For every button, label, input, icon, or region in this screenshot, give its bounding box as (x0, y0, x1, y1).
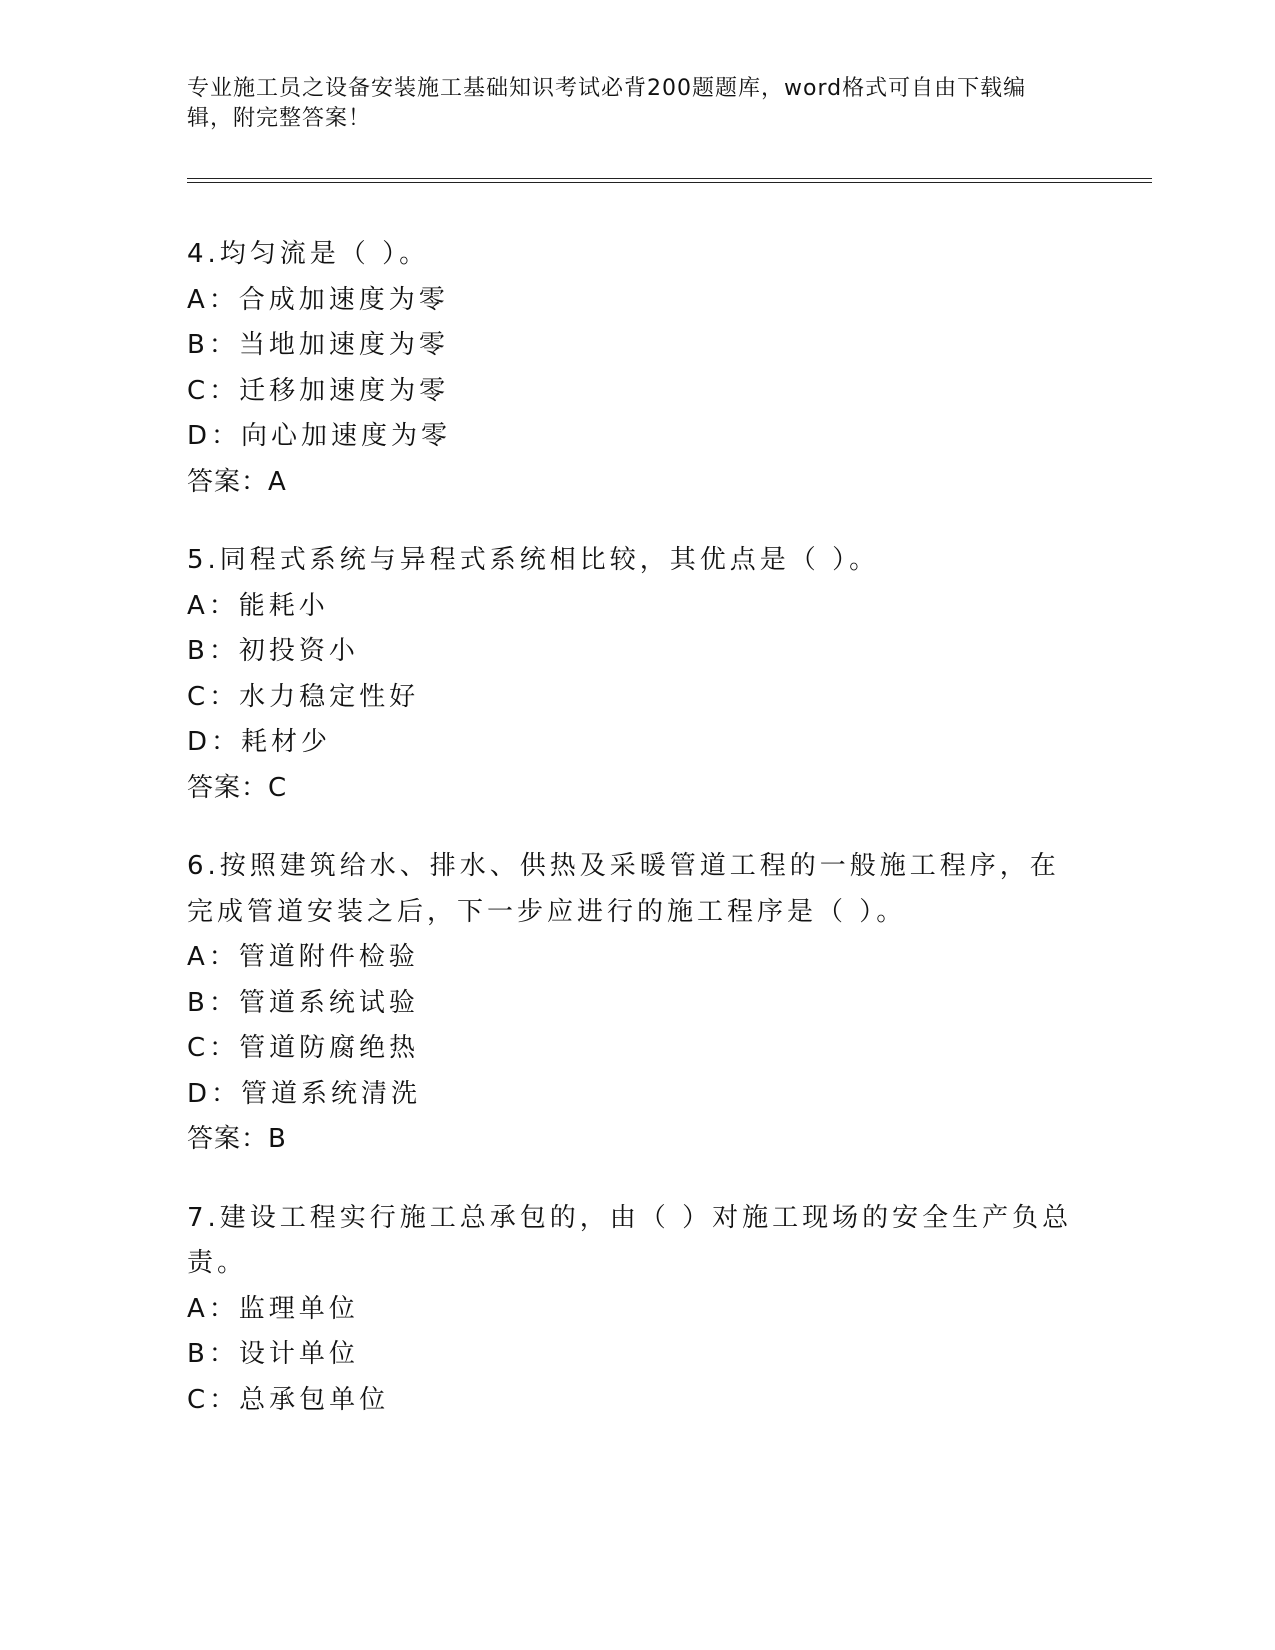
question-stem: 6.按照建筑给水、排水、供热及采暖管道工程的一般施工程序，在完成管道安装之后，下一步应进行的施工程序是（ ）。 (187, 851, 1060, 927)
option-b: B：管道系统试验 (187, 987, 419, 1018)
option-b: B：设计单位 (187, 1339, 359, 1369)
answer-label: 答案：C (187, 772, 288, 803)
document-header: 专业施工员之设备安装施工基础知识考试必背200题题库，word格式可自由下载编辑，附完整答案！ (187, 76, 1027, 131)
question-5 (187, 538, 1087, 811)
option-b: B：当地加速度为零 (187, 330, 449, 360)
option-c: C：迁移加速度为零 (187, 375, 450, 406)
option-d: D：管道系统清洗 (187, 1078, 422, 1109)
option-a: A：管道附件检验 (187, 942, 419, 972)
option-a: A：监理单位 (187, 1293, 359, 1324)
header-divider-bottom (187, 182, 1152, 183)
question-7 (187, 1196, 1087, 1424)
option-d: D：耗材少 (187, 727, 332, 757)
header-divider-top (187, 178, 1152, 179)
question-list (187, 232, 1087, 1456)
option-d: D：向心加速度为零 (187, 421, 452, 451)
answer-label: 答案：B (187, 1124, 287, 1154)
option-c: C：管道防腐绝热 (187, 1033, 420, 1063)
answer-label: 答案：A (187, 466, 287, 497)
option-a: A：能耗小 (187, 590, 329, 621)
question-stem: 4.均匀流是（ ）。 (187, 239, 430, 269)
question-stem: 7.建设工程实行施工总承包的，由（ ）对施工现场的安全生产负总责。 (187, 1202, 1073, 1278)
question-6 (187, 844, 1087, 1163)
option-c: C：总承包单位 (187, 1384, 390, 1415)
option-c: C：水力稳定性好 (187, 681, 420, 712)
option-a: A：合成加速度为零 (187, 284, 449, 315)
question-stem: 5.同程式系统与异程式系统相比较，其优点是（ ）。 (187, 545, 880, 575)
option-b: B：初投资小 (187, 636, 359, 666)
question-4 (187, 232, 1087, 505)
